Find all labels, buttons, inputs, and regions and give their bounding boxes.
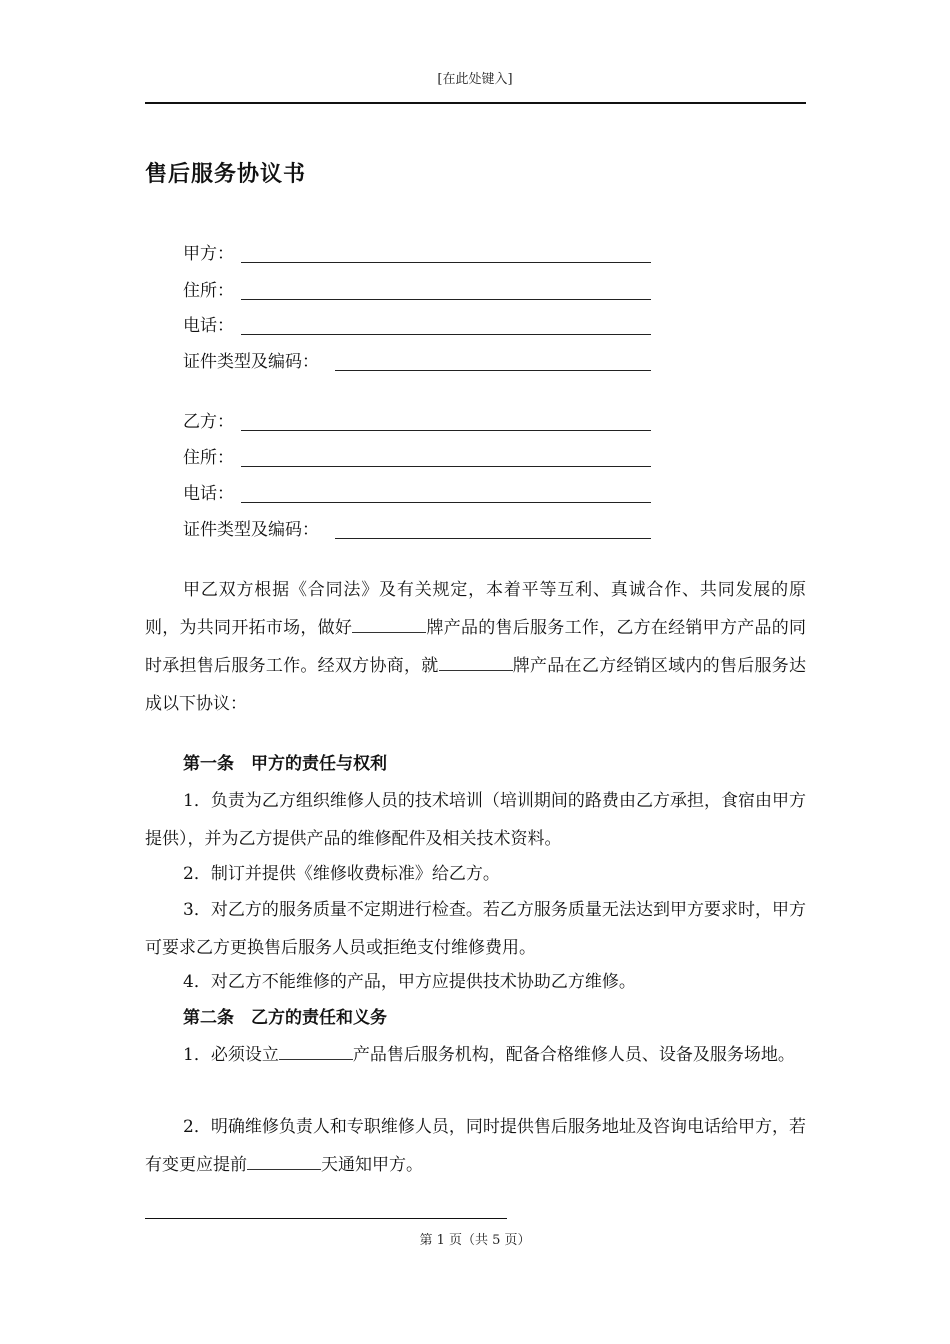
party-b-address-blank[interactable] <box>241 466 651 467</box>
party-a-address-label: 住所： <box>183 281 234 301</box>
party-b-name-blank[interactable] <box>241 430 651 431</box>
intro-text-1: 甲乙双方根据《合同法》及有关规定，本着平等互利、真诚合作、共同发展的原则，为共同开拓市场，做好 <box>145 580 806 638</box>
brand-blank-1[interactable] <box>352 614 426 633</box>
page-header: [在此处键入] <box>437 72 513 87</box>
party-b-phone-blank[interactable] <box>241 502 651 503</box>
header-divider <box>145 102 806 104</box>
article-2-item-2 <box>145 1108 806 1184</box>
intro-text-3: 牌产品在乙方经销区域内的售后服务达成以下协议： <box>145 656 806 714</box>
service-blank[interactable] <box>279 1041 353 1060</box>
party-b-phone-label: 电话： <box>183 484 234 504</box>
intro-text-2: 牌产品的售后服务工作，乙方在经销甲方产品的同时承担售后服务工作。经双方协商，就 <box>145 618 807 676</box>
article-2-item-1-text-b: 产品售后服务机构，配备合格维修人员、设备及服务场地。 <box>352 1045 795 1065</box>
days-blank[interactable] <box>247 1151 321 1170</box>
party-a-id-label: 证件类型及编码： <box>183 352 319 372</box>
article-2-item-1-text-a: 1．必须设立 <box>183 1045 279 1065</box>
brand-blank-2[interactable] <box>439 652 513 671</box>
party-a-id-blank[interactable] <box>335 370 651 371</box>
party-b-id-label: 证件类型及编码： <box>183 520 319 540</box>
article-2-title: 第二条 乙方的责任和义务 <box>183 1008 387 1028</box>
party-b-address-label: 住所： <box>183 448 234 468</box>
footer-divider <box>145 1218 507 1219</box>
intro-paragraph <box>145 571 806 723</box>
party-a-phone-label: 电话： <box>183 316 234 336</box>
page-number: 第 1 页（共 5 页） <box>419 1233 531 1248</box>
party-a-name-blank[interactable] <box>241 262 651 263</box>
article-2-item-2-text-a: 2．明确维修负责人和专职维修人员，同时提供售后服务地址及咨询电话给甲方，若有变更应提前 <box>145 1117 806 1175</box>
party-b-name-label: 乙方： <box>183 412 234 432</box>
article-1-title: 第一条 甲方的责任与权利 <box>183 754 387 774</box>
party-b-id-blank[interactable] <box>335 538 651 539</box>
article-1-item-4: 4．对乙方不能维修的产品，甲方应提供技术协助乙方维修。 <box>183 972 636 992</box>
article-1-item-2: 2．制订并提供《维修收费标准》给乙方。 <box>183 864 500 884</box>
document-title: 售后服务协议书 <box>145 161 307 187</box>
party-a-address-blank[interactable] <box>241 299 651 300</box>
party-a-name-label: 甲方： <box>183 244 234 264</box>
article-1-item-3: 3．对乙方的服务质量不定期进行检查。若乙方服务质量无法达到甲方要求时，甲方可要求乙方更换售后服务人员或拒绝支付维修费用。 <box>145 900 806 958</box>
article-1-item-1: 1．负责为乙方组织维修人员的技术培训（培训期间的路费由乙方承担，食宿由甲方提供），并为乙方提供产品的维修配件及相关技术资料。 <box>145 791 806 849</box>
party-a-phone-blank[interactable] <box>241 334 651 335</box>
article-2-item-1 <box>145 1036 806 1074</box>
article-2-item-2-text-b: 天通知甲方。 <box>321 1155 423 1175</box>
